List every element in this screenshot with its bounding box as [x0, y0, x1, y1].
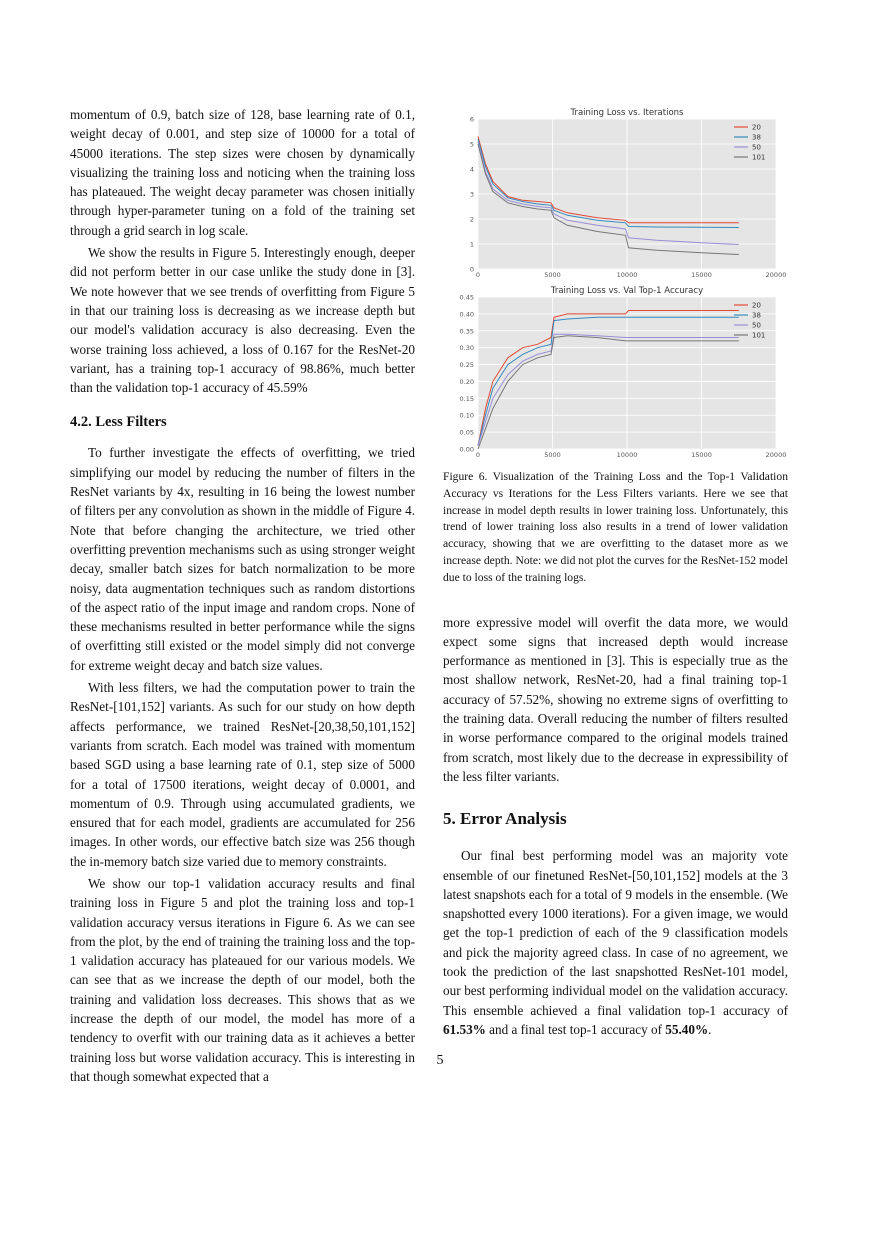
legend-label-101: 101 [752, 331, 766, 340]
x-tick-label: 0 [475, 451, 481, 459]
y-tick-label: 0.45 [459, 293, 474, 302]
y-tick-label: 6 [469, 115, 474, 124]
y-tick-label: 0.40 [459, 310, 474, 319]
legend-label-38: 38 [752, 133, 761, 142]
x-tick-label: 5000 [544, 271, 561, 279]
y-tick-label: 3 [469, 190, 474, 199]
chart-title: Training Loss vs. Iterations [570, 108, 684, 118]
right-column [443, 105, 788, 1039]
paragraph-training-setup: momentum of 0.9, batch size of 128, base learning rate of 0.1, weight decay of 0.001, and step size of 10000 for a total of 45000 iterations. The step sizes were chosen by dynamically visualizing the training loss and noticing when the training loss has plateaued. The weight decay parameter was chosen initially through hyper-parameter tuning on a fold of the training set through a grid search in log scale. [70, 107, 415, 238]
legend-label-38: 38 [752, 311, 761, 320]
x-tick-label: 10000 [616, 451, 638, 459]
y-tick-label: 0.30 [459, 344, 474, 353]
y-tick-label: 0.00 [459, 445, 474, 454]
legend-label-101: 101 [752, 153, 766, 162]
x-tick-label: 15000 [691, 271, 712, 279]
paragraph-less-filters-training: With less filters, we had the computation power to train the ResNet-[101,152] variants. As such for our study on how depth affects performance, we trained ResNet-[20,38,50,101,152] variants from scratch. Each model was trained with momentum based SGD using a base learning rate of 0.1, step size of 5000 for a total of 17500 iterations, weight decay of 0.0001, and momentum of 0.9. Through using accumulated gradients, we ensured that for each model, gradients are accumulated for 256 images. In other words, our effective batch size was 256 though the in-memory batch size varied due to memory constraints. [70, 680, 415, 869]
val-accuracy-chart [443, 283, 788, 463]
legend-label-50: 50 [752, 143, 761, 152]
test-accuracy-value: 55.40% [665, 1021, 709, 1037]
y-tick-label: 4 [469, 165, 474, 174]
y-tick-label: 0.35 [459, 327, 474, 336]
paragraph-ensemble [443, 846, 788, 1039]
legend-label-50: 50 [752, 321, 761, 330]
x-tick-label: 15000 [691, 451, 712, 459]
x-tick-label: 10000 [616, 271, 638, 279]
page-number: 5 [436, 1053, 444, 1068]
left-column [70, 105, 415, 1086]
chart-title: Training Loss vs. Val Top-1 Accuracy [550, 286, 704, 296]
section-heading-less-filters: 4.2. Less Filters [70, 414, 167, 431]
legend-label-20: 20 [752, 123, 761, 132]
y-tick-label: 2 [469, 215, 474, 224]
paragraph-overfitting: To further investigate the effects of overfitting, we tried simplifying our model by reducing the number of filters in the ResNet variants by 4x, resulting in 16 being the lowest number of filters per any convolution as shown in the middle of Figure 4. Note that before changing the architecture, we tried other overfitting prevention mechanisms such as using stronger weight decay, smaller batch sizes for batch normalization to be more noisy, data augmentation techniques such as random distortions of the aspect ratio of the input image and random crops. None of these mechanisms resulted in better performance while the signs of overfitting still existed or the model simply did not converge for extreme weight decay and batch size values. [70, 445, 415, 673]
figure-6-caption: Figure 6. Visualization of the Training Loss and the Top-1 Validation Accuracy vs Iterations for the Less Filters variants. Here we see that increase in model depth results in lower training loss. Unfortunately, this trend of lower training loss also results in a trend of lower validation accuracy, showing that we are overfitting to the dataset more as we increase depth. Note: we did not plot the curves for the ResNet-152 model due to loss of the training logs. [443, 470, 788, 584]
ensemble-text-a: Our final best performing model was an majority vote ensemble of our finetuned ResNet-[50,101,152] models at the 3 latest snapshots each for a total of 9 models in the ensemble. (We snapshotted every 1000 iterations). For a given image, we would get the top-1 prediction of each of the 9 classification models and pick the majority agreed class. In case of no agreement, we took the prediction of the last snapshotted ResNet-101 model, our best performing individual model on the validation accuracy. This ensemble achieved a final validation top-1 accuracy of [443, 848, 788, 1018]
y-tick-label: 0.20 [459, 377, 474, 386]
paragraph-results: We show the results in Figure 5. Interestingly enough, deeper did not perform better in our case unlike the study done in [3]. We note however that we see trends of overfitting from Figure 5 in that our training loss is decreasing as we increase depth but our model's validation accuracy is also decreasing. Even the worse training loss achieved, a loss of 0.167 for the ResNet-20 variant, has a training top-1 accuracy of 98.86%, much better than the validation top-1 accuracy of 45.59% [70, 245, 415, 396]
x-tick-label: 0 [475, 271, 481, 279]
y-tick-label: 0 [469, 265, 474, 274]
x-tick-label: 20000 [765, 451, 787, 459]
y-tick-label: 0.25 [459, 361, 474, 370]
y-tick-label: 0.15 [459, 394, 474, 403]
y-tick-label: 1 [469, 240, 474, 249]
paragraph-figure-discussion: We show our top-1 validation accuracy results and final training loss in Figure 5 and plot the training loss and top-1 validation accuracy versus iterations in Figure 6. As we can see from the plot, by the end of training the training loss and the top-1 validation accuracy has plateaued for our various models. We can see that as we increase the depth of our model, both the training and validation loss decreases. This shows that as we increase the depth of our model, the model has more of a tendency to overfit with our training data as it achieves a better training loss but worse validation accuracy. This is interesting in that though somewhat expected that a [70, 875, 415, 1084]
section-heading-error-analysis: 5. Error Analysis [443, 809, 567, 829]
val-accuracy-value: 61.53% [443, 1021, 486, 1037]
y-tick-label: 5 [469, 140, 474, 149]
ensemble-text-b: and a final test top-1 accuracy of [485, 1021, 666, 1037]
training-loss-chart [443, 105, 788, 283]
figure-6 [443, 105, 788, 463]
y-tick-label: 0.10 [459, 411, 474, 420]
y-tick-label: 0.05 [459, 428, 474, 437]
x-tick-label: 20000 [765, 271, 787, 279]
x-tick-label: 5000 [544, 451, 561, 459]
paragraph-expressive-model: more expressive model will overfit the data more, we would expect some signs that increased depth would increase performance as mentioned in [3]. This is especially true as the most shallow network, ResNet-20, had a final training top-1 accuracy of 57.52%, showing no extreme signs of overfitting to the training data. Overall reducing the number of filters resulted in worse performance compared to the original models trained from scratch, most likely due to the decrease in expressibility of the less filter variants. [443, 614, 788, 784]
ensemble-text-c: . [708, 1021, 712, 1037]
legend-label-20: 20 [752, 301, 761, 310]
